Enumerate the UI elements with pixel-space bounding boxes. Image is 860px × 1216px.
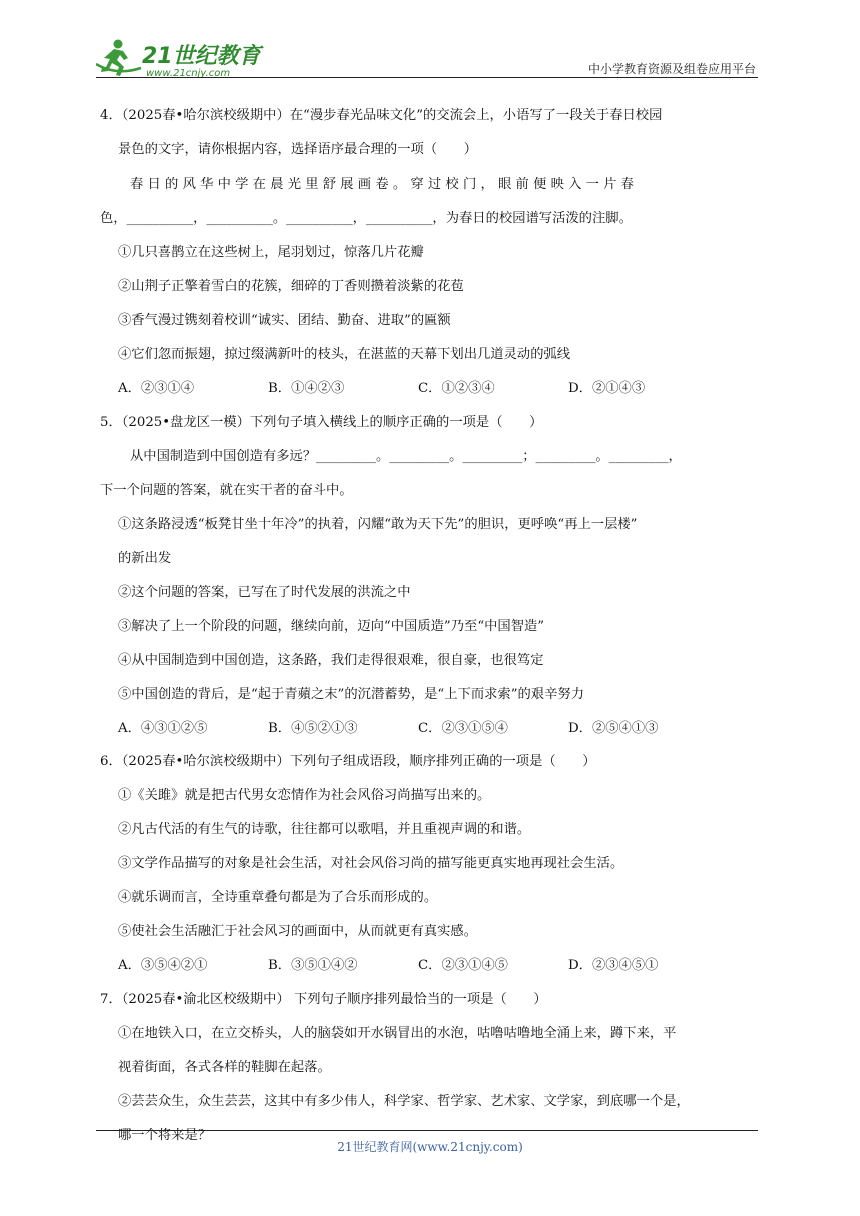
text-line: 5．（2025•盘龙区一模）下列句子填入横线上的顺序正确的一项是（ ） <box>100 415 543 430</box>
text-line: ①《关雎》就是把古代男女恋情作为社会风俗习尚描写出来的。 <box>118 788 491 803</box>
text-line: 4．（2025春•哈尔滨校级期中）在“漫步春光品味文化”的交流会上，小语写了一段关于春日校园 <box>100 108 663 123</box>
text-line: 的新出发 <box>118 551 172 566</box>
answer-option[interactable]: C．②③①⑤④ <box>418 721 508 736</box>
text-line: 春 日 的 风 华 中 学 在 晨 光 里 舒 展 画 卷 。 穿 过 校 门 ， 眼 前 便 映 入 一 片 春 <box>130 177 634 192</box>
text-line: ②凡古代活的有生气的诗歌，往往都可以歌唱，并且重视声调的和谐。 <box>118 822 531 837</box>
answer-option[interactable]: A．④③①②⑤ <box>118 721 208 736</box>
text-line: ①在地铁入口，在立交桥头，人的脑袋如开水锅冒出的水泡，咕噜咕噜地全涌上来，蹲下来，平 <box>118 1026 677 1041</box>
text-line: ②这个问题的答案，已写在了时代发展的洪流之中 <box>118 585 411 600</box>
text-line: 视着街面，各式各样的鞋脚在起落。 <box>118 1060 331 1075</box>
text-line: ①这条路浸透“板凳甘坐十年冷”的执着，闪耀“敢为天下先”的胆识，更呼唤“再上一层楼” <box>118 517 638 532</box>
footer-divider <box>96 1130 758 1131</box>
text-line: 7．（2025春•渝北区校级期中） 下列句子顺序排列最恰当的一项是（ ） <box>100 992 547 1007</box>
answer-option[interactable]: B．③⑤①④② <box>268 958 358 973</box>
text-line: ⑤中国创造的背后，是“起于青蘋之末”的沉潜蓄势，是“上下而求索”的艰辛努力 <box>118 687 584 702</box>
text-line: ⑤使社会生活融汇于社会风习的画面中，从而就更有真实感。 <box>118 924 478 939</box>
logo-url: www.21cnjy.com <box>146 68 231 79</box>
text-line: ④它们忽而振翅，掠过缀满新叶的枝头，在湛蓝的天幕下划出几道灵动的弧线 <box>118 347 571 362</box>
answer-option[interactable]: A．③⑤④②① <box>118 958 208 973</box>
text-line: 6．（2025春•哈尔滨校级期中）下列句子组成语段，顺序排列正确的一项是（ ） <box>100 754 596 769</box>
answer-option[interactable]: A．②③①④ <box>118 381 195 396</box>
text-line: ②山荆子正擎着雪白的花簇，细碎的丁香则攒着淡紫的花苞 <box>118 279 464 294</box>
footer-text: 21世纪教育网(www.21cnjy.com) <box>337 1140 523 1154</box>
text-line: ③香气漫过镌刻着校训“诚实、团结、勤奋、进取”的匾额 <box>118 313 451 328</box>
answer-option[interactable]: C．①②③④ <box>418 381 495 396</box>
text-line: 景色的文字，请你根据内容，选择语序最合理的一项（ ） <box>118 142 478 157</box>
text-line: 从中国制造到中国创造有多远？_________。_________。_________；_________。_________， <box>130 449 682 464</box>
logo-icon <box>96 36 266 80</box>
platform-tagline: 中小学教育资源及组卷应用平台 <box>587 62 756 76</box>
text-line: 下一个问题的答案，就在实干者的奋斗中。 <box>100 483 353 498</box>
text-line: ②芸芸众生，众生芸芸，这其中有多少伟人，科学家、哲学家、艺术家、文学家，到底哪一个是， <box>118 1094 690 1109</box>
text-line: ③解决了上一个阶段的问题，继续向前，迈向“中国质造”乃至“中国智造” <box>118 619 545 634</box>
answer-option[interactable]: D．②①④③ <box>568 381 646 396</box>
page-header <box>96 36 758 80</box>
answer-option[interactable]: B．①④②③ <box>268 381 345 396</box>
text-line: ①几只喜鹊立在这些树上，尾羽划过，惊落几片花瓣 <box>118 245 424 260</box>
answer-option[interactable]: D．②⑤④①③ <box>568 721 659 736</box>
text-line: ④就乐调而言，全诗重章叠句都是为了合乐而形成的。 <box>118 890 438 905</box>
logo-text: 21世纪教育 <box>142 44 261 69</box>
answer-option[interactable]: D．②③④⑤① <box>568 958 659 973</box>
text-line: 哪一个将来是？ <box>118 1128 212 1143</box>
text-line: ③文学作品描写的对象是社会生活，对社会风俗习尚的描写能更真实地再现社会生活。 <box>118 856 624 871</box>
text-line: 色，__________，__________。__________，__________，为春日的校园谱写活泼的注脚。 <box>100 211 632 226</box>
text-line: ④从中国制造到中国创造，这条路，我们走得很艰难，很自豪，也很笃定 <box>118 653 544 668</box>
answer-option[interactable]: C．②③①④⑤ <box>418 958 508 973</box>
answer-option[interactable]: B．④⑤②①③ <box>268 721 358 736</box>
header-divider <box>96 77 758 78</box>
